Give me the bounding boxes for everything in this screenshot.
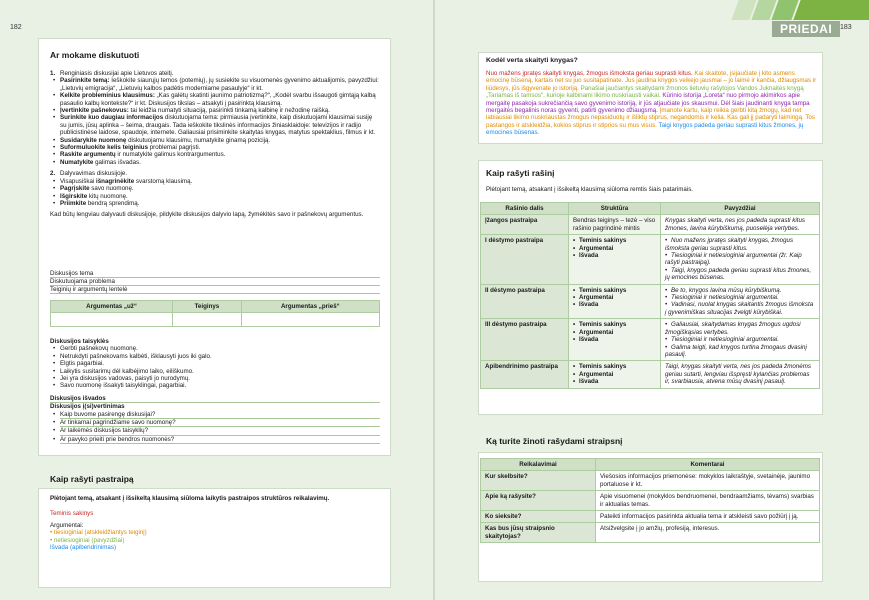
essay-example-cell: [661, 319, 820, 361]
table-row: [481, 471, 820, 491]
article-comment-cell: Atsižvelgsite į jo amžių, profesiją, interesus.: [596, 523, 820, 543]
structure-item: • Išvada: [573, 252, 656, 259]
discussion-title: Ar mokame diskutuoti: [50, 50, 140, 60]
example-item: • Tiesioginiai ir netiesioginiai argumentai.: [665, 294, 815, 301]
argument-item: • tiesioginiai (atskleidžiantys teiginį): [50, 529, 147, 537]
essay-structure-cell: [569, 319, 661, 361]
arguments-table-cell: [241, 313, 379, 327]
list-item-text: galimas išvadas.: [93, 158, 141, 166]
example-item: • Be to, knygos lavina mūsų kūrybiškumą.: [665, 287, 815, 294]
list-item-text: ir numatykite galimus kontrargumentus.: [115, 151, 226, 159]
list-item-bold: Pagrįskite: [60, 185, 90, 193]
list-item-bold: Pasirinkite temą:: [60, 77, 110, 85]
article-comment-cell: Viešosios informacijos priemonėse: mokyklos laikraštyje, svetainėje, jaunimo portaluose ir kt.: [596, 471, 820, 491]
essay-header-cell: Pavyzdžiai: [661, 203, 820, 215]
bullet-list: [60, 178, 380, 208]
structure-list: [573, 363, 656, 385]
discussion-rules: [50, 338, 380, 444]
table-row: [481, 284, 820, 319]
essay-example-cell: [661, 215, 820, 235]
list-number: 1.: [50, 70, 56, 77]
discussion-preparation: [50, 70, 380, 219]
left-page: [0, 0, 434, 600]
essay-part-cell: Apibendrinimo pastraipa: [481, 361, 569, 388]
self-eval-list: [60, 411, 380, 445]
list-item: [60, 144, 380, 151]
article-comment-cell: Apie visuomenei (mokyklos bendruomenei, bendraamžiams, tėvams) svarbias ir aktualias temas.: [596, 491, 820, 511]
list-item-bold: Išgirskite: [60, 192, 88, 200]
structure-item: • Teminis sakinys: [573, 363, 656, 370]
example-item: Knygas skaityti verta, nes jos padeda suprasti kitus žmones, lavina kūrybiškumą, puoselėja vertybes.: [665, 217, 805, 232]
self-eval-item: • Ar tinkamai pagrindžiame savo nuomonę?: [60, 419, 380, 427]
essay-structure-cell: [569, 284, 661, 319]
self-eval-item: • Ar pavyko prieiti prie bendros nuomonės?: [60, 436, 380, 444]
list-item: [60, 178, 380, 185]
list-item-text: Ieškokite siaurųjų temos (potemių), jų susiekite su visuomenės gyvenimo aktualijomis, pavyzdžiui: „Lietuvių emigracija“, „Lietuvių kalbos padėtis moderniame pasaulyje“ ir kt.: [60, 77, 379, 92]
why-read-segment: Kai skaitote, įsijaučiate į kito asmens emocinę būseną, kartais net su juo susitapatinate. Jus jaudina knygos veikėjo jausmai – jo laimė ir kančia, džiaugsmas ir liūdesys, jūs išgyvenate jo istoriją.: [486, 70, 817, 92]
list-item-bold: Susidarykite nuomonę: [60, 136, 127, 144]
section-label: PRIEDAI: [772, 21, 840, 37]
essay-part-cell: II dėstymo pastraipa: [481, 284, 569, 319]
why-read-segment: Kūrinio istorija „Loreta“ nuo pirmojo akimirkos apie mergaitę pasakoja sukrečiančią savo gyvenimo istoriją, ir jūs atjaučiate jos skausmui. Dėl šiais jaudinanti knyga tampa mergaitės begalinis noras gyventi, patirti gyvenimo džiaugsmą.: [486, 92, 810, 115]
table-row: [481, 319, 820, 361]
list-item: [60, 185, 380, 192]
why-read-segment: Nuo mažens įpratęs skaityti knygas, žmogus išmoksta geriau suprasti kitus.: [486, 70, 695, 77]
structure-list: [573, 287, 656, 309]
arguments-table-cell: [173, 313, 242, 327]
paragraph-intro: Plėtojant temą, atsakant į išsikeltą klausimą siūloma laikytis pastraipos struktūros reikalavimų.: [50, 495, 330, 502]
rule-item: • Savo nuomonę išsakyti taisyklingai, pagarbiai.: [60, 382, 380, 389]
rule-item: • Laikytis susitarimų dėl kalbėjimo laiko, eiliškumo.: [60, 368, 380, 375]
self-eval-item: • Ar laikėmės diskusijos taisyklių?: [60, 427, 380, 435]
essay-title: Kaip rašyti rašinį: [486, 168, 555, 178]
table-row: [481, 235, 820, 284]
article-header-row: [481, 459, 820, 471]
article-requirement-cell: Kur skelbsite?: [481, 471, 596, 491]
list-item: [60, 137, 380, 144]
article-header-cell: Komentarai: [596, 459, 820, 471]
form-line: Teiginių ir argumentų lentelė: [50, 286, 380, 294]
note-text: Kad būtų lengviau dalyvauti diskusijoje, pildykite diskusijos dalyvio lapą, žymėkitės savo ir pašnekovų argumentus.: [50, 211, 364, 219]
essay-structure-cell: [569, 361, 661, 388]
list-item: [60, 77, 380, 92]
structure-list: [573, 237, 656, 259]
list-item-bold: Numatykite: [60, 158, 94, 166]
list-item: [60, 107, 380, 114]
list-item-text: „Kas galėtų skatinti jaunimo patriotizmą?“, „Kodėl svarbu išsaugoti gimtąją kalbą pasaulio kalbų kontekste?“ ir kt. Diskusijos tikslas – atsakyti į pasirinktą klausimą.: [60, 92, 376, 107]
list-item-text: svarstomą klausimą.: [134, 177, 193, 185]
structure-item: • Argumentai: [573, 371, 656, 378]
self-eval-title: Diskusijos į(si)vertinimas: [50, 403, 125, 411]
structure-item: • Teminis sakinys: [573, 237, 656, 244]
rule-item: • Jei yra diskusijos vadovas, paisyti jo nurodymų.: [60, 375, 380, 382]
essay-table: [480, 202, 820, 389]
why-read-text: [486, 70, 818, 137]
topic-sentence: Teminis sakinys: [50, 510, 94, 518]
arguments-table-header: Teiginys: [173, 301, 242, 313]
form-line: Diskusijos tema: [50, 270, 380, 278]
list-item: [60, 92, 380, 107]
list-intro: Renginiasis diskusijai apie Lietuvos ateitį.: [60, 70, 174, 77]
essay-header-cell: Rašinio dalis: [481, 203, 569, 215]
paragraph-structure: [50, 495, 380, 551]
example-list: [665, 287, 815, 317]
list-item-bold: Suformuluokite kelis teiginius: [60, 144, 149, 152]
why-read-title: Kodėl verta skaityti knygas?: [486, 57, 578, 64]
article-title: Ką turite žinoti rašydami straipsnį: [486, 436, 623, 446]
essay-example-cell: [661, 235, 820, 284]
list-item-bold: išnagrinėkite: [96, 177, 135, 185]
arguments-label: Argumentai:: [50, 521, 84, 529]
list-item-text: kitų nuomonę.: [87, 192, 128, 200]
list-item-text: savo nuomonę.: [89, 185, 134, 193]
header-stripes: [735, 0, 869, 20]
list-item: [60, 151, 380, 158]
self-eval-item: • Kaip buvome pasirengę diskusijai?: [60, 411, 380, 419]
arguments-table-header: Argumentas „prieš“: [241, 301, 379, 313]
structure-item: • Argumentai: [573, 294, 656, 301]
essay-header-row: [481, 203, 820, 215]
rule-item: • Netrukdyti pašnekovams kalbėti, išklausyti juos iki galo.: [60, 353, 380, 360]
structure-item: • Išvada: [573, 336, 656, 343]
essay-header-cell: Struktūra: [569, 203, 661, 215]
rules-list: [60, 345, 380, 389]
table-row: [481, 215, 820, 235]
page-number-right: 183: [840, 24, 852, 31]
list-intro: Dalyvavimas diskusijoje.: [60, 170, 128, 178]
arguments-table-header: Argumentas „už“: [51, 301, 173, 313]
arguments-table-cell: [51, 313, 173, 327]
paragraph-title: Kaip rašyti pastraipą: [50, 474, 134, 484]
list-item: [60, 200, 380, 207]
example-list: [665, 321, 815, 358]
article-requirement-cell: Ko sieksite?: [481, 511, 596, 523]
article-table: [480, 458, 820, 543]
table-row: [481, 511, 820, 523]
rules-title: Diskusijos taisyklės: [50, 338, 109, 345]
list-item-text: Visapusiškai: [60, 177, 96, 185]
argument-item: • netiesioginiai (pavyzdžiai): [50, 536, 125, 544]
structure-item: • Išvada: [573, 378, 656, 385]
why-read-segment: Taigi knygos padeda geriau suprasti kitus žmones, jų emocines būsenas.: [486, 121, 804, 137]
rule-item: • Gerbti pašnekovų nuomonę.: [60, 345, 380, 352]
example-item: • Galiausiai, skaitydamas knygas žmogus ugdosi žmogiškąsias vertybes.: [665, 321, 815, 336]
structure-item: Bendras teiginys – tezė – viso rašinio pagrindinė mintis: [573, 217, 656, 232]
list-item-text: bendrą sprendimą.: [86, 199, 140, 207]
structure-list: [573, 321, 656, 343]
article-requirement-cell: Kas bus jūsų straipsnio skaitytojas?: [481, 523, 596, 543]
article-comment-cell: Pateikti informacijos pasirinkta aktualia tema ir atskleisti savo požiūrį į ją.: [596, 511, 820, 523]
arguments-table: [50, 300, 380, 327]
structure-item: • Teminis sakinys: [573, 287, 656, 294]
essay-intro: Plėtojant temą, atsakant į išsikeltą klausimą siūloma remtis šiais patarimais.: [486, 186, 694, 193]
structure-item: • Teminis sakinys: [573, 321, 656, 328]
essay-part-cell: I dėstymo pastraipa: [481, 235, 569, 284]
list-item-bold: Įvertinkite pašnekovus:: [60, 107, 129, 115]
list-number: 2.: [50, 170, 56, 178]
essay-part-cell: III dėstymo pastraipa: [481, 319, 569, 361]
article-requirement-cell: Apie ką rašysite?: [481, 491, 596, 511]
paragraph-conclusion: Išvada (apibendrinimas): [50, 544, 117, 552]
structure-item: • Išvada: [573, 301, 656, 308]
example-list: [665, 237, 815, 281]
list-item: [60, 193, 380, 200]
list-item: [50, 170, 380, 177]
why-read-segment: Įmanote kartu, kaip reikia gerbti kitą žmogų, kad net labiausiai likimo nuskriaustas žmogus nepasiduotų ir išliktų stiprus, negandomis ir kelia. Kas gali jį padaryti laimingą. Tos pastangos ir atskleidžia, kokios stiprus ir stiprios su mus visus.: [486, 107, 816, 129]
example-item: • Galima teigti, kad knygos turtina žmogaus dvasinį pasaulį.: [665, 344, 815, 359]
list-item-text: tai leidžia numatyti situaciją, pasirinkti tinkamą kalbinę ir nežodinę raišką.: [128, 107, 330, 115]
page-number-left: 182: [10, 24, 22, 31]
form-line: Diskutuojama problema: [50, 278, 380, 286]
list-item-bold: Priimkite: [60, 199, 87, 207]
table-row: [481, 491, 820, 511]
essay-part-cell: Įžangos pastraipa: [481, 215, 569, 235]
list-item-text: diskutuojama tema: pirmiausia įvertinkite, kaip diskutuojami klausimai susiję su jumis, jūsų aplinka – šeima, draugais. Tada ieškokite tikslinės informacijos žiniasklaidoje: televizijos ir radijo publicistinėse laidose, spaudoje, internete. Galiausiai prisiminkite skaitytas knygas, matytus spektaklius, filmus ir kt.: [60, 114, 376, 137]
list-item: [60, 159, 380, 166]
list-item-bold: Surinkite kuo daugiau informacijos: [60, 114, 164, 122]
example-item: • Taigi, knygos padeda geriau suprasti kitus žmones, jų emocines būsenas.: [665, 267, 815, 282]
bullet-list: [60, 77, 380, 166]
example-item: Taigi, knygas skaityti verta, nes jos padeda žmonėms geriau sutarti, lengviau išspręsti kylančias problemas ir, svarbiausia, atvena mūsų dvasinį pasaulį.: [665, 363, 811, 386]
example-item: • Tiesioginiai ir netiesioginiai argumentai.: [665, 336, 815, 343]
structure-item: • Argumentai: [573, 245, 656, 252]
list-item-text: problemai pagrįsti.: [148, 144, 201, 152]
list-item-bold: Kelkite probleminius klausimus:: [60, 92, 155, 100]
list-item: [50, 70, 380, 77]
conclusions-title: Diskusijos išvados: [50, 395, 380, 403]
example-item: • Tiesioginiai ir netiesioginiai argumentai (žr. Kaip rašyti pastraipą).: [665, 252, 815, 267]
table-row: [481, 523, 820, 543]
list-item-text: diskutuojamu klausimu, numatykite ginamą poziciją.: [126, 136, 271, 144]
essay-structure-cell: [569, 215, 661, 235]
list-item-bold: Raskite argumentų: [60, 151, 116, 159]
why-read-segment: Panašiai jaučiantys skaitydami žmonos lietuvių rašytojos Vandos Juknaitės knygą „Tariamas iš tamsos“, kurioje kalbinami likimo nuskriausti vaikai.: [486, 84, 804, 100]
list-item: [60, 114, 380, 136]
article-header-cell: Reikalavimai: [481, 459, 596, 471]
essay-structure-cell: [569, 235, 661, 284]
example-item: • Vadinasi, nuolat knygas skaitantis žmogus išmoksta į gyvenimiškas situacijas žvelgti kūrybiškai.: [665, 301, 815, 316]
essay-example-cell: [661, 284, 820, 319]
example-item: • Nuo mažens įpratęs skaityti knygas, žmogus išmoksta geriau suprasti kitus.: [665, 237, 815, 252]
structure-item: • Argumentai: [573, 329, 656, 336]
rule-item: • Elgtis pagarbiai.: [60, 360, 380, 367]
table-row: [481, 361, 820, 388]
essay-example-cell: [661, 361, 820, 388]
